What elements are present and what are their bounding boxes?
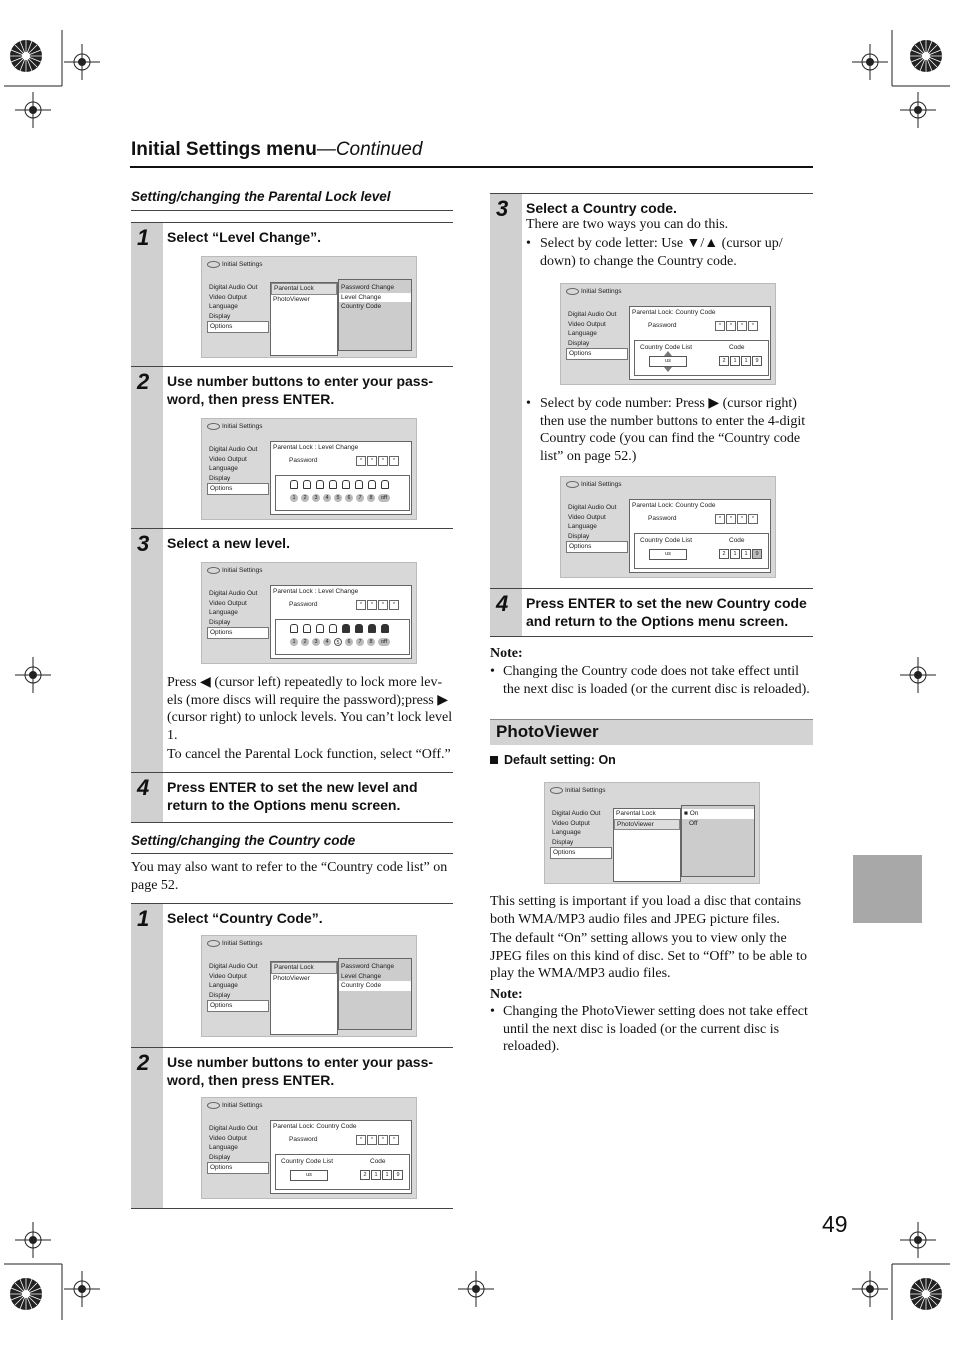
photoviewer-para1: This setting is important if you load a disc that contains both WMA/MP3 audio files and JPEG picture files. bbox=[490, 894, 802, 927]
country-step-3: 3 Select a Country code. bbox=[490, 193, 813, 588]
square-bullet-icon bbox=[490, 756, 498, 764]
parental-step-4: 4 Press ENTER to set the new level and return to the Options menu screen. bbox=[131, 772, 453, 823]
screen-country-number: Initial Settings Digital Audio Out Video Output Language Display Options Parental Lock: Country Code Password * * * * Country Code List Code us 2 1 1 9 bbox=[560, 476, 776, 578]
step3-cancel-note: To cancel the Parental Lock function, select “Off.” bbox=[167, 747, 451, 762]
photoviewer-heading: PhotoViewer bbox=[490, 719, 813, 745]
parental-step-3: 3 Select a new level. bbox=[131, 528, 453, 772]
step-number-box bbox=[131, 223, 163, 366]
parental-heading: Setting/changing the Parental Lock level bbox=[131, 189, 391, 204]
country-step-1: 1 Select “Country Code”. bbox=[131, 903, 453, 1048]
disc-icon bbox=[207, 567, 220, 574]
country-step-4: 4 Press ENTER to set the new Country code and return to the Options menu screen. bbox=[490, 588, 813, 637]
photoviewer-note: • Changing the PhotoViewer setting does not take effect until the next disc is loaded (or the current disc is reloaded). bbox=[490, 1004, 808, 1054]
disc-icon bbox=[207, 261, 220, 268]
disc-icon bbox=[550, 787, 563, 794]
screen-new-level: Initial Settings Digital Audio Out Video Output Language Display Options Parental Lock : Level Change Password * * * * 1 2 3 4 5 6 7 8 off bbox=[201, 562, 417, 664]
page-title-text: Initial Settings menu bbox=[131, 139, 317, 160]
screen-level-change-password: Initial Settings Digital Audio Out Video Output Language Display Options Parental Lock : Level Change Password * * * * 1 2 3 4 5 6 7 8 off bbox=[201, 418, 417, 520]
country-heading: Setting/changing the Country code bbox=[131, 833, 356, 848]
page-title-continued: —Continued bbox=[316, 139, 423, 160]
disc-icon bbox=[566, 288, 579, 295]
bullet-code-number: • Select by code number: Press ▶ (cursor right) then use the number buttons to enter the 4-digit Country code (you can find the “Country code list” on page 52.) bbox=[526, 396, 806, 464]
step3-instructions: Press ◀ (cursor left) repeatedly to lock more lev-els (more discs will require the password);press ▶ (cursor right) to unlock levels. You can’t lock level 1. bbox=[167, 675, 453, 743]
page-number: 49 bbox=[822, 1211, 848, 1237]
disc-icon bbox=[566, 481, 579, 488]
country-note-label: Note: bbox=[490, 646, 523, 661]
divider bbox=[131, 210, 453, 211]
down-arrow-icon bbox=[664, 367, 672, 372]
bullet-code-letter: • Select by code letter: Use ▼/▲ (cursor up/ down) to change the Country code. bbox=[526, 236, 783, 269]
title-rule bbox=[130, 166, 813, 168]
country-step-2: 2 Use number buttons to enter your pass-word, then press ENTER. bbox=[131, 1047, 453, 1209]
parental-step-2: 2 Use number buttons to enter your pass-word, then press ENTER. bbox=[131, 366, 453, 528]
photoviewer-note-label: Note: bbox=[490, 987, 523, 1002]
photoviewer-default: Default setting: On bbox=[490, 753, 616, 767]
disc-icon bbox=[207, 940, 220, 947]
side-tab bbox=[853, 855, 922, 923]
screen-level-change-select: Initial Settings Digital Audio Out Video Output Language Display Options Parental Lock PhotoViewer Password Change Level Change Country Code bbox=[201, 256, 417, 358]
step-number: 1 bbox=[137, 225, 150, 250]
photoviewer-para2: The default “On” setting allows you to view only the JPEG files on this kind of disc. Set to “Off” to be able to play the WMA/MP3 audio files. bbox=[490, 931, 808, 981]
disc-icon bbox=[207, 423, 220, 430]
step-label: Select “Level Change”. bbox=[167, 229, 322, 245]
country-intro: You may also want to refer to the “Country code list” on page 52. bbox=[131, 860, 448, 893]
country-step3-intro: There are two ways you can do this. bbox=[526, 217, 729, 232]
country-note: • Changing the Country code does not take effect until the next disc is loaded (or the current disc is reloaded). bbox=[490, 664, 810, 697]
screen-country-password: Initial Settings Digital Audio Out Video Output Language Display Options Parental Lock: Country Code Password * * * * Country Code List Code us 2 1 1 9 bbox=[201, 1097, 417, 1199]
screen-photoviewer: Initial Settings Digital Audio Out Video Output Language Display Options Parental Lock PhotoViewer ■ On Off bbox=[544, 782, 760, 884]
disc-icon bbox=[207, 1102, 220, 1109]
screen-country-letter: Initial Settings Digital Audio Out Video Output Language Display Options Parental Lock: Country Code Password * * * * Country Code List Code us 2 1 1 9 bbox=[560, 283, 776, 385]
screen-country-code-select: Initial Settings Digital Audio Out Video Output Language Display Options Parental Lock PhotoViewer Password Change Level Change Country Code bbox=[201, 935, 417, 1037]
page-title bbox=[131, 139, 422, 161]
divider bbox=[131, 853, 453, 854]
